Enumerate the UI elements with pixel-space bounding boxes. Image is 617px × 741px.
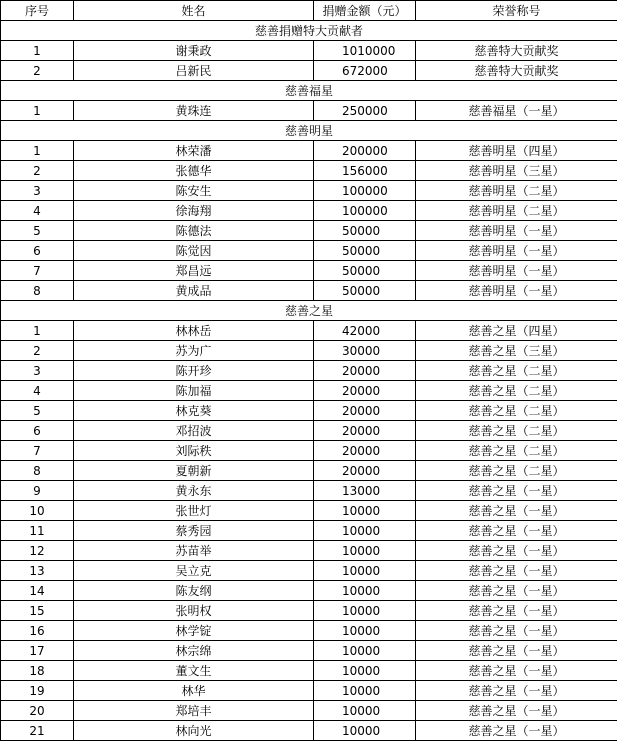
- row-title: 慈善特大贡献奖: [416, 61, 617, 81]
- row-name: 张德华: [74, 161, 314, 181]
- row-num: 3: [1, 361, 74, 381]
- row-amount: 10000: [314, 581, 416, 601]
- header-row: [1, 1, 617, 21]
- row-name: 林向光: [74, 721, 314, 741]
- row-title: 慈善之星（一星）: [416, 601, 617, 621]
- table-row: [1, 561, 617, 581]
- row-title: 慈善之星（一星）: [416, 701, 617, 721]
- row-num: 1: [1, 41, 74, 61]
- section-title: 慈善明星: [1, 121, 617, 141]
- row-amount: 672000: [314, 61, 416, 81]
- row-name: 陈开珍: [74, 361, 314, 381]
- row-title: 慈善之星（二星）: [416, 461, 617, 481]
- row-name: 林宗绵: [74, 641, 314, 661]
- row-num: 2: [1, 61, 74, 81]
- row-name: 陈加福: [74, 381, 314, 401]
- section-row: [1, 121, 617, 141]
- table-row: [1, 241, 617, 261]
- table-row: [1, 321, 617, 341]
- row-name: 陈觉因: [74, 241, 314, 261]
- row-num: 1: [1, 141, 74, 161]
- row-num: 9: [1, 481, 74, 501]
- table-row: [1, 621, 617, 641]
- row-amount: 10000: [314, 721, 416, 741]
- table-row: [1, 461, 617, 481]
- table-row: [1, 681, 617, 701]
- row-name: 黄珠连: [74, 101, 314, 121]
- row-name: 夏朝新: [74, 461, 314, 481]
- row-name: 苏苗举: [74, 541, 314, 561]
- header-name: 姓名: [74, 1, 314, 21]
- row-name: 林克葵: [74, 401, 314, 421]
- row-num: 8: [1, 281, 74, 301]
- row-title: 慈善之星（一星）: [416, 481, 617, 501]
- row-title: 慈善之星（四星）: [416, 321, 617, 341]
- table-row: [1, 501, 617, 521]
- row-num: 4: [1, 201, 74, 221]
- row-amount: 100000: [314, 201, 416, 221]
- row-num: 5: [1, 221, 74, 241]
- table-row: [1, 221, 617, 241]
- row-name: 苏为广: [74, 341, 314, 361]
- table-row: [1, 201, 617, 221]
- row-amount: 10000: [314, 621, 416, 641]
- row-amount: 20000: [314, 381, 416, 401]
- row-name: 张明权: [74, 601, 314, 621]
- row-name: 邓招波: [74, 421, 314, 441]
- row-amount: 10000: [314, 561, 416, 581]
- row-title: 慈善明星（二星）: [416, 181, 617, 201]
- row-title: 慈善之星（一星）: [416, 581, 617, 601]
- row-title: 慈善明星（一星）: [416, 241, 617, 261]
- row-amount: 20000: [314, 421, 416, 441]
- row-name: 徐海翔: [74, 201, 314, 221]
- table-row: [1, 721, 617, 741]
- section-title: 慈善福星: [1, 81, 617, 101]
- row-amount: 10000: [314, 681, 416, 701]
- row-title: 慈善之星（一星）: [416, 521, 617, 541]
- row-name: 吕新民: [74, 61, 314, 81]
- row-num: 6: [1, 421, 74, 441]
- row-title: 慈善之星（二星）: [416, 381, 617, 401]
- row-amount: 50000: [314, 221, 416, 241]
- row-name: 陈友纲: [74, 581, 314, 601]
- table-row: [1, 381, 617, 401]
- row-amount: 13000: [314, 481, 416, 501]
- row-amount: 10000: [314, 541, 416, 561]
- row-title: 慈善之星（二星）: [416, 401, 617, 421]
- row-num: 11: [1, 521, 74, 541]
- header-title: 荣誉称号: [416, 1, 617, 21]
- table-row: [1, 181, 617, 201]
- row-num: 15: [1, 601, 74, 621]
- row-num: 7: [1, 261, 74, 281]
- table-row: [1, 581, 617, 601]
- row-num: 20: [1, 701, 74, 721]
- row-amount: 250000: [314, 101, 416, 121]
- section-row: [1, 301, 617, 321]
- row-name: 刘际秩: [74, 441, 314, 461]
- row-num: 13: [1, 561, 74, 581]
- row-num: 17: [1, 641, 74, 661]
- table-row: [1, 481, 617, 501]
- row-num: 4: [1, 381, 74, 401]
- row-title: 慈善之星（一星）: [416, 501, 617, 521]
- row-name: 黄永东: [74, 481, 314, 501]
- table-row: [1, 401, 617, 421]
- row-title: 慈善之星（一星）: [416, 721, 617, 741]
- row-title: 慈善明星（四星）: [416, 141, 617, 161]
- row-name: 陈安生: [74, 181, 314, 201]
- table-row: [1, 61, 617, 81]
- row-title: 慈善之星（一星）: [416, 641, 617, 661]
- row-amount: 20000: [314, 401, 416, 421]
- row-title: 慈善明星（二星）: [416, 201, 617, 221]
- row-amount: 156000: [314, 161, 416, 181]
- row-num: 7: [1, 441, 74, 461]
- row-amount: 50000: [314, 261, 416, 281]
- row-amount: 10000: [314, 521, 416, 541]
- row-name: 董文生: [74, 661, 314, 681]
- table-row: [1, 141, 617, 161]
- row-amount: 10000: [314, 501, 416, 521]
- row-num: 16: [1, 621, 74, 641]
- row-name: 蔡秀园: [74, 521, 314, 541]
- row-num: 12: [1, 541, 74, 561]
- table-row: [1, 281, 617, 301]
- row-amount: 20000: [314, 441, 416, 461]
- row-num: 10: [1, 501, 74, 521]
- header-amount: 捐赠金额（元）: [314, 1, 416, 21]
- row-title: 慈善之星（二星）: [416, 361, 617, 381]
- row-num: 8: [1, 461, 74, 481]
- row-num: 21: [1, 721, 74, 741]
- row-title: 慈善之星（一星）: [416, 561, 617, 581]
- table-row: [1, 341, 617, 361]
- row-title: 慈善明星（一星）: [416, 221, 617, 241]
- table-row: [1, 541, 617, 561]
- row-num: 3: [1, 181, 74, 201]
- row-amount: 10000: [314, 701, 416, 721]
- row-title: 慈善之星（二星）: [416, 421, 617, 441]
- section-row: [1, 81, 617, 101]
- table-row: [1, 361, 617, 381]
- table-row: [1, 661, 617, 681]
- table-row: [1, 421, 617, 441]
- section-title: 慈善之星: [1, 301, 617, 321]
- table-row: [1, 101, 617, 121]
- table-row: [1, 261, 617, 281]
- row-title: 慈善之星（一星）: [416, 661, 617, 681]
- row-num: 6: [1, 241, 74, 261]
- row-title: 慈善福星（一星）: [416, 101, 617, 121]
- row-amount: 42000: [314, 321, 416, 341]
- row-name: 林学锭: [74, 621, 314, 641]
- row-num: 2: [1, 161, 74, 181]
- row-amount: 30000: [314, 341, 416, 361]
- row-name: 张世灯: [74, 501, 314, 521]
- row-num: 1: [1, 101, 74, 121]
- header-num: 序号: [1, 1, 74, 21]
- row-title: 慈善之星（三星）: [416, 341, 617, 361]
- row-amount: 50000: [314, 241, 416, 261]
- table-row: [1, 641, 617, 661]
- row-name: 吴立克: [74, 561, 314, 581]
- row-title: 慈善明星（三星）: [416, 161, 617, 181]
- row-amount: 200000: [314, 141, 416, 161]
- row-title: 慈善明星（一星）: [416, 261, 617, 281]
- table-body: [1, 21, 617, 741]
- row-num: 2: [1, 341, 74, 361]
- row-title: 慈善之星（一星）: [416, 541, 617, 561]
- row-title: 慈善之星（二星）: [416, 441, 617, 461]
- table-row: [1, 441, 617, 461]
- table-row: [1, 701, 617, 721]
- row-num: 19: [1, 681, 74, 701]
- row-amount: 10000: [314, 601, 416, 621]
- row-title: 慈善特大贡献奖: [416, 41, 617, 61]
- row-amount: 20000: [314, 361, 416, 381]
- row-num: 18: [1, 661, 74, 681]
- row-name: 黄成品: [74, 281, 314, 301]
- row-name: 郑昌远: [74, 261, 314, 281]
- row-name: 林林岳: [74, 321, 314, 341]
- table-row: [1, 521, 617, 541]
- row-title: 慈善之星（一星）: [416, 621, 617, 641]
- row-amount: 10000: [314, 661, 416, 681]
- table-row: [1, 601, 617, 621]
- row-num: 14: [1, 581, 74, 601]
- table-row: [1, 161, 617, 181]
- section-row: [1, 21, 617, 41]
- row-num: 1: [1, 321, 74, 341]
- row-name: 林华: [74, 681, 314, 701]
- row-amount: 50000: [314, 281, 416, 301]
- row-name: 谢秉政: [74, 41, 314, 61]
- table-row: [1, 41, 617, 61]
- row-amount: 1010000: [314, 41, 416, 61]
- row-num: 5: [1, 401, 74, 421]
- row-title: 慈善明星（一星）: [416, 281, 617, 301]
- row-name: 郑培丰: [74, 701, 314, 721]
- row-title: 慈善之星（一星）: [416, 681, 617, 701]
- row-amount: 10000: [314, 641, 416, 661]
- row-amount: 20000: [314, 461, 416, 481]
- row-amount: 100000: [314, 181, 416, 201]
- row-name: 林荣潘: [74, 141, 314, 161]
- row-name: 陈德法: [74, 221, 314, 241]
- section-title: 慈善捐赠特大贡献者: [1, 21, 617, 41]
